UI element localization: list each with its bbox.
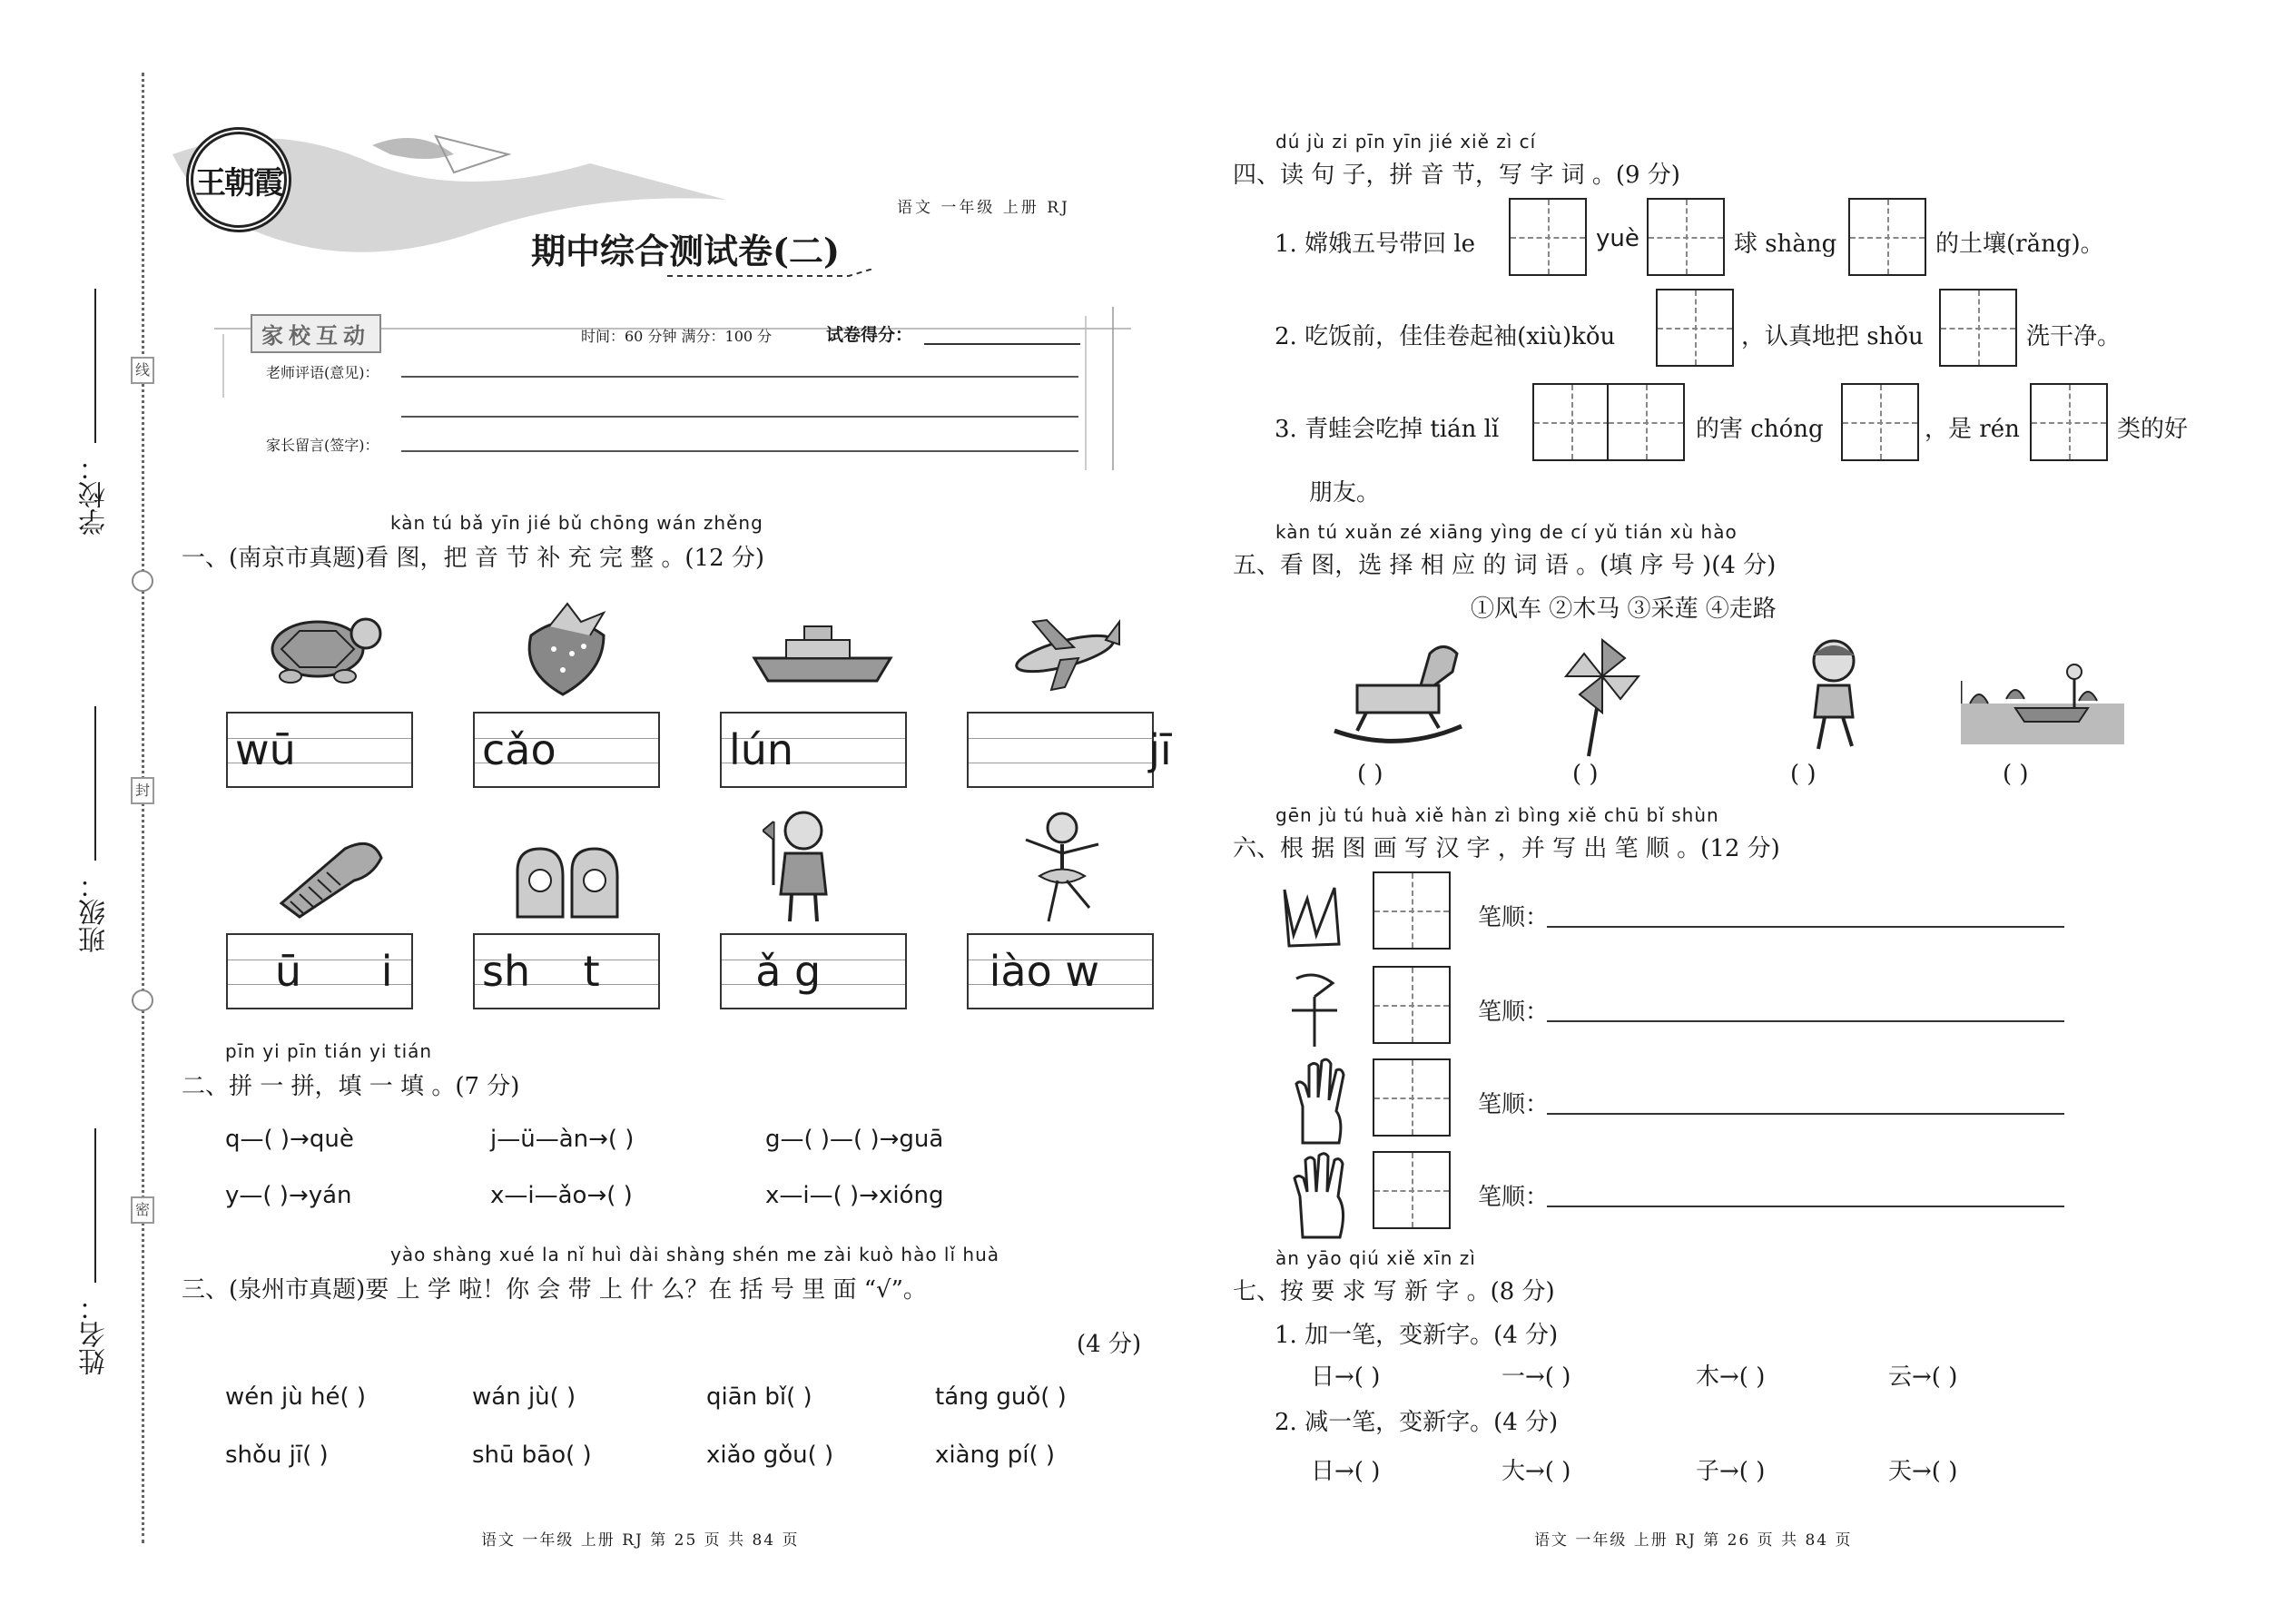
lotus-picking-icon [1961, 654, 2124, 744]
q4-s3-text: 3. 青蛙会吃掉 tián lǐ [1275, 416, 1500, 443]
ancient-child-icon [1287, 969, 1342, 1051]
pinyin-writing-box[interactable] [226, 712, 413, 788]
teacher-comment-field[interactable] [401, 416, 1078, 418]
pinyin-writing-box[interactable] [226, 933, 413, 1009]
parent-comment-label: 家长留言(签字)： [266, 437, 379, 454]
pinyin-hint: sh t [482, 947, 600, 996]
class-line [94, 706, 96, 861]
q2-item[interactable]: x—i—ǎo→( ) [490, 1182, 633, 1209]
binding-hole [132, 989, 153, 1011]
school-label: 学校： [79, 454, 111, 536]
q7-pinyin: àn yāo qiú xiě xīn zì [1275, 1247, 1476, 1269]
pinyin-writing-box[interactable] [720, 712, 907, 788]
q3-item[interactable]: xiàng pí( ) [935, 1442, 1056, 1469]
q7-item[interactable]: 子→( ) [1696, 1458, 1766, 1485]
stroke-order-field[interactable] [1547, 1113, 2064, 1115]
pinyin-hint: lún [729, 725, 794, 774]
name-line [94, 1128, 96, 1283]
subject-strip: 语文 一年级 上册 RJ [897, 199, 1070, 217]
q7-sub2: 2. 减一笔，变新字。(4 分) [1275, 1409, 1559, 1436]
q2-item[interactable]: q—( )→què [225, 1126, 354, 1153]
q2-item[interactable]: g—( )—( )→guā [765, 1126, 944, 1153]
stroke-order-label: 笔顺： [1478, 1184, 1550, 1211]
writing-grid[interactable] [1373, 966, 1451, 1044]
class-label: 班级： [79, 871, 111, 953]
q4-s1-text: 球 shàng [1734, 231, 1837, 258]
binding-hole [132, 570, 153, 592]
comb-icon [272, 831, 390, 921]
q7-sub1: 1. 加一笔，变新字。(4 分) [1275, 1322, 1559, 1349]
stroke-order-label: 笔顺： [1478, 904, 1550, 931]
binding-dotted-line [142, 73, 144, 1543]
writing-grid[interactable] [1841, 383, 1919, 461]
name-field[interactable] [54, 1085, 136, 1375]
left-page-footer: 语文 一年级 上册 RJ 第 25 页 共 84 页 [481, 1531, 800, 1550]
q4-pinyin: dú jù zi pīn yīn jié xiě zì cí [1275, 131, 1537, 153]
hand-three-icon [1289, 1057, 1353, 1147]
stroke-order-label: 笔顺： [1478, 999, 1550, 1026]
logo-text: 王朝霞 [195, 164, 282, 202]
title-underline [667, 269, 921, 283]
school-line [94, 289, 96, 443]
q3-item[interactable]: qiān bǐ( ) [706, 1383, 812, 1411]
q3-item[interactable]: wán jù( ) [472, 1383, 576, 1411]
q7-item[interactable]: 云→( ) [1888, 1363, 1958, 1391]
q7-item[interactable]: 大→( ) [1501, 1458, 1571, 1485]
q3-pinyin: yào shàng xué la nǐ huì dài shàng shén me zài kuò hào lǐ huà [390, 1244, 999, 1265]
time-score-info: 时间：60 分钟 满分：100 分 [581, 328, 773, 345]
q3-item[interactable]: shū bāo( ) [472, 1442, 592, 1469]
q4-s1-text: 1. 嫦娥五号带回 le [1275, 231, 1476, 258]
q2-item[interactable]: j—ü—àn→( ) [490, 1126, 635, 1153]
pinyin-hint: ū i [235, 947, 393, 996]
q7-item[interactable]: 一→( ) [1501, 1363, 1571, 1391]
pinyin-hint: jī [976, 725, 1172, 774]
seal-char: 线 [131, 357, 154, 384]
q4-s3-text: 的害 chóng [1696, 416, 1824, 443]
q2-title: 二、拼 一 拼，填 一 填 。(7 分) [182, 1073, 520, 1100]
teacher-comment-field[interactable] [401, 376, 1078, 378]
answer-paren[interactable]: ( ) [1790, 761, 1816, 788]
q4-s3-text: 类的好 [2117, 416, 2189, 443]
strawberry-icon [513, 599, 622, 699]
q4-s1-text: 的土壤(rǎng)。 [1935, 231, 2104, 258]
q3-item[interactable]: táng guǒ( ) [935, 1383, 1067, 1411]
seal-char: 封 [131, 777, 154, 804]
pinyin-hint: wū [235, 725, 296, 774]
dancer-icon [1012, 808, 1112, 926]
writing-grid[interactable] [1656, 289, 1734, 367]
q1-pinyin: kàn tú bǎ yīn jié bǔ chōng wán zhěng [390, 512, 763, 534]
ship-icon [750, 617, 895, 690]
pinyin-hint: ǎ g [729, 947, 822, 996]
q4-s2-text: 2. 吃饭前，佳佳卷起袖(xiù)kǒu [1275, 323, 1616, 350]
q3-title: 三、(泉州市真题)要 上 学 啦！你 会 带 上 什 么？在 括 号 里 面 “√”。 [182, 1276, 927, 1304]
walking-girl-icon [1793, 635, 1875, 753]
q5-options: ①风车 ②木马 ③采莲 ④走路 [1471, 595, 1777, 623]
answer-paren[interactable]: ( ) [1357, 761, 1383, 788]
pinyin-hint: iào w [976, 947, 1099, 996]
q3-item[interactable]: wén jù hé( ) [225, 1383, 366, 1411]
stroke-order-label: 笔顺： [1478, 1091, 1550, 1118]
q1-title: 一、(南京市真题)看 图，把 音 节 补 充 完 整 。(12 分) [182, 545, 765, 572]
hand-four-icon [1289, 1151, 1353, 1242]
writing-grid[interactable] [1373, 1058, 1451, 1137]
writing-grid[interactable] [1532, 383, 1610, 461]
gloves-icon [508, 835, 626, 926]
q7-item[interactable]: 木→( ) [1696, 1363, 1766, 1391]
pinyin-hint: cǎo [482, 725, 556, 774]
q5-title: 五、看 图，选 择 相 应 的 词 语 。(填 序 号 )(4 分) [1233, 552, 1777, 579]
ancient-mountain-icon [1280, 881, 1344, 953]
pinyin-writing-box[interactable] [473, 933, 660, 1009]
pinyin-writing-box[interactable] [720, 933, 907, 1009]
q4-s2-text: ，认真地把 shǒu [1741, 323, 1924, 350]
class-field[interactable] [54, 672, 136, 953]
q2-item[interactable]: y—( )→yán [225, 1182, 352, 1209]
writing-grid[interactable] [1939, 289, 2017, 367]
writing-grid[interactable] [2030, 383, 2108, 461]
rocking-horse-icon [1330, 635, 1466, 749]
publisher-logo [186, 127, 291, 232]
stroke-order-field[interactable] [1547, 1206, 2064, 1207]
q6-title: 六、根 据 图 画 写 汉 字 ，并 写 出 笔 顺 。(12 分) [1233, 835, 1780, 862]
airplane-icon [1006, 613, 1124, 694]
name-label: 姓名： [79, 1294, 111, 1375]
q4-title: 四、读 句 子，拼 音 节，写 字 词 。(9 分) [1233, 162, 1680, 189]
writing-grid[interactable] [1848, 198, 1926, 276]
teacher-comment-label: 老师评语(意见)： [266, 364, 379, 381]
page-title: 期中综合测试卷(二) [531, 231, 840, 271]
score-label: 试卷得分： [826, 325, 913, 345]
q4-s3-text: 朋友。 [1309, 479, 1381, 507]
q7-item[interactable]: 日→( ) [1311, 1458, 1381, 1485]
q2-item[interactable]: x—i—( )→xióng [765, 1182, 944, 1209]
q7-title: 七、按 要 求 写 新 字 。(8 分) [1233, 1278, 1555, 1305]
q7-item[interactable]: 天→( ) [1888, 1458, 1958, 1485]
q7-item[interactable]: 日→( ) [1311, 1363, 1381, 1391]
right-page-footer: 语文 一年级 上册 RJ 第 26 页 共 84 页 [1534, 1531, 1853, 1550]
pinyin-writing-box[interactable] [967, 933, 1154, 1009]
home-school-label: 家校互动 [251, 314, 381, 353]
q4-s2-text: 洗干净。 [2026, 323, 2122, 350]
answer-paren[interactable]: ( ) [1572, 761, 1599, 788]
girl-flag-icon [763, 803, 844, 926]
q5-pinyin: kàn tú xuǎn zé xiāng yìng de cí yǔ tián xù hào [1275, 521, 1738, 543]
writing-grid[interactable] [1607, 383, 1685, 461]
turtle-icon [259, 599, 386, 690]
writing-grid[interactable] [1373, 1151, 1451, 1229]
stroke-order-field[interactable] [1547, 1020, 2064, 1022]
q6-pinyin: gēn jù tú huà xiě hàn zì bìng xiě chū bǐ shùn [1275, 804, 1719, 826]
writing-grid[interactable] [1647, 198, 1725, 276]
q2-pinyin: pīn yi pīn tián yi tián [225, 1040, 433, 1062]
q4-s3-text: ，是 rén [1925, 416, 2020, 443]
writing-grid[interactable] [1373, 871, 1451, 950]
q3-item[interactable]: xiǎo gǒu( ) [706, 1442, 834, 1469]
parent-comment-field[interactable] [401, 450, 1078, 452]
answer-paren[interactable]: ( ) [2003, 761, 2029, 788]
pinyin-writing-box[interactable] [967, 712, 1172, 788]
q3-score: (4 分) [1077, 1331, 1142, 1358]
q4-s1-text: yuè [1596, 225, 1639, 252]
score-field[interactable] [924, 343, 1080, 345]
school-field[interactable] [54, 254, 136, 536]
q3-item[interactable]: shǒu jī( ) [225, 1442, 329, 1469]
pinwheel-icon [1561, 635, 1643, 758]
pinyin-writing-box[interactable] [473, 712, 660, 788]
writing-grid[interactable] [1509, 198, 1587, 276]
stroke-order-field[interactable] [1547, 926, 2064, 928]
seal-char: 密 [131, 1196, 154, 1224]
